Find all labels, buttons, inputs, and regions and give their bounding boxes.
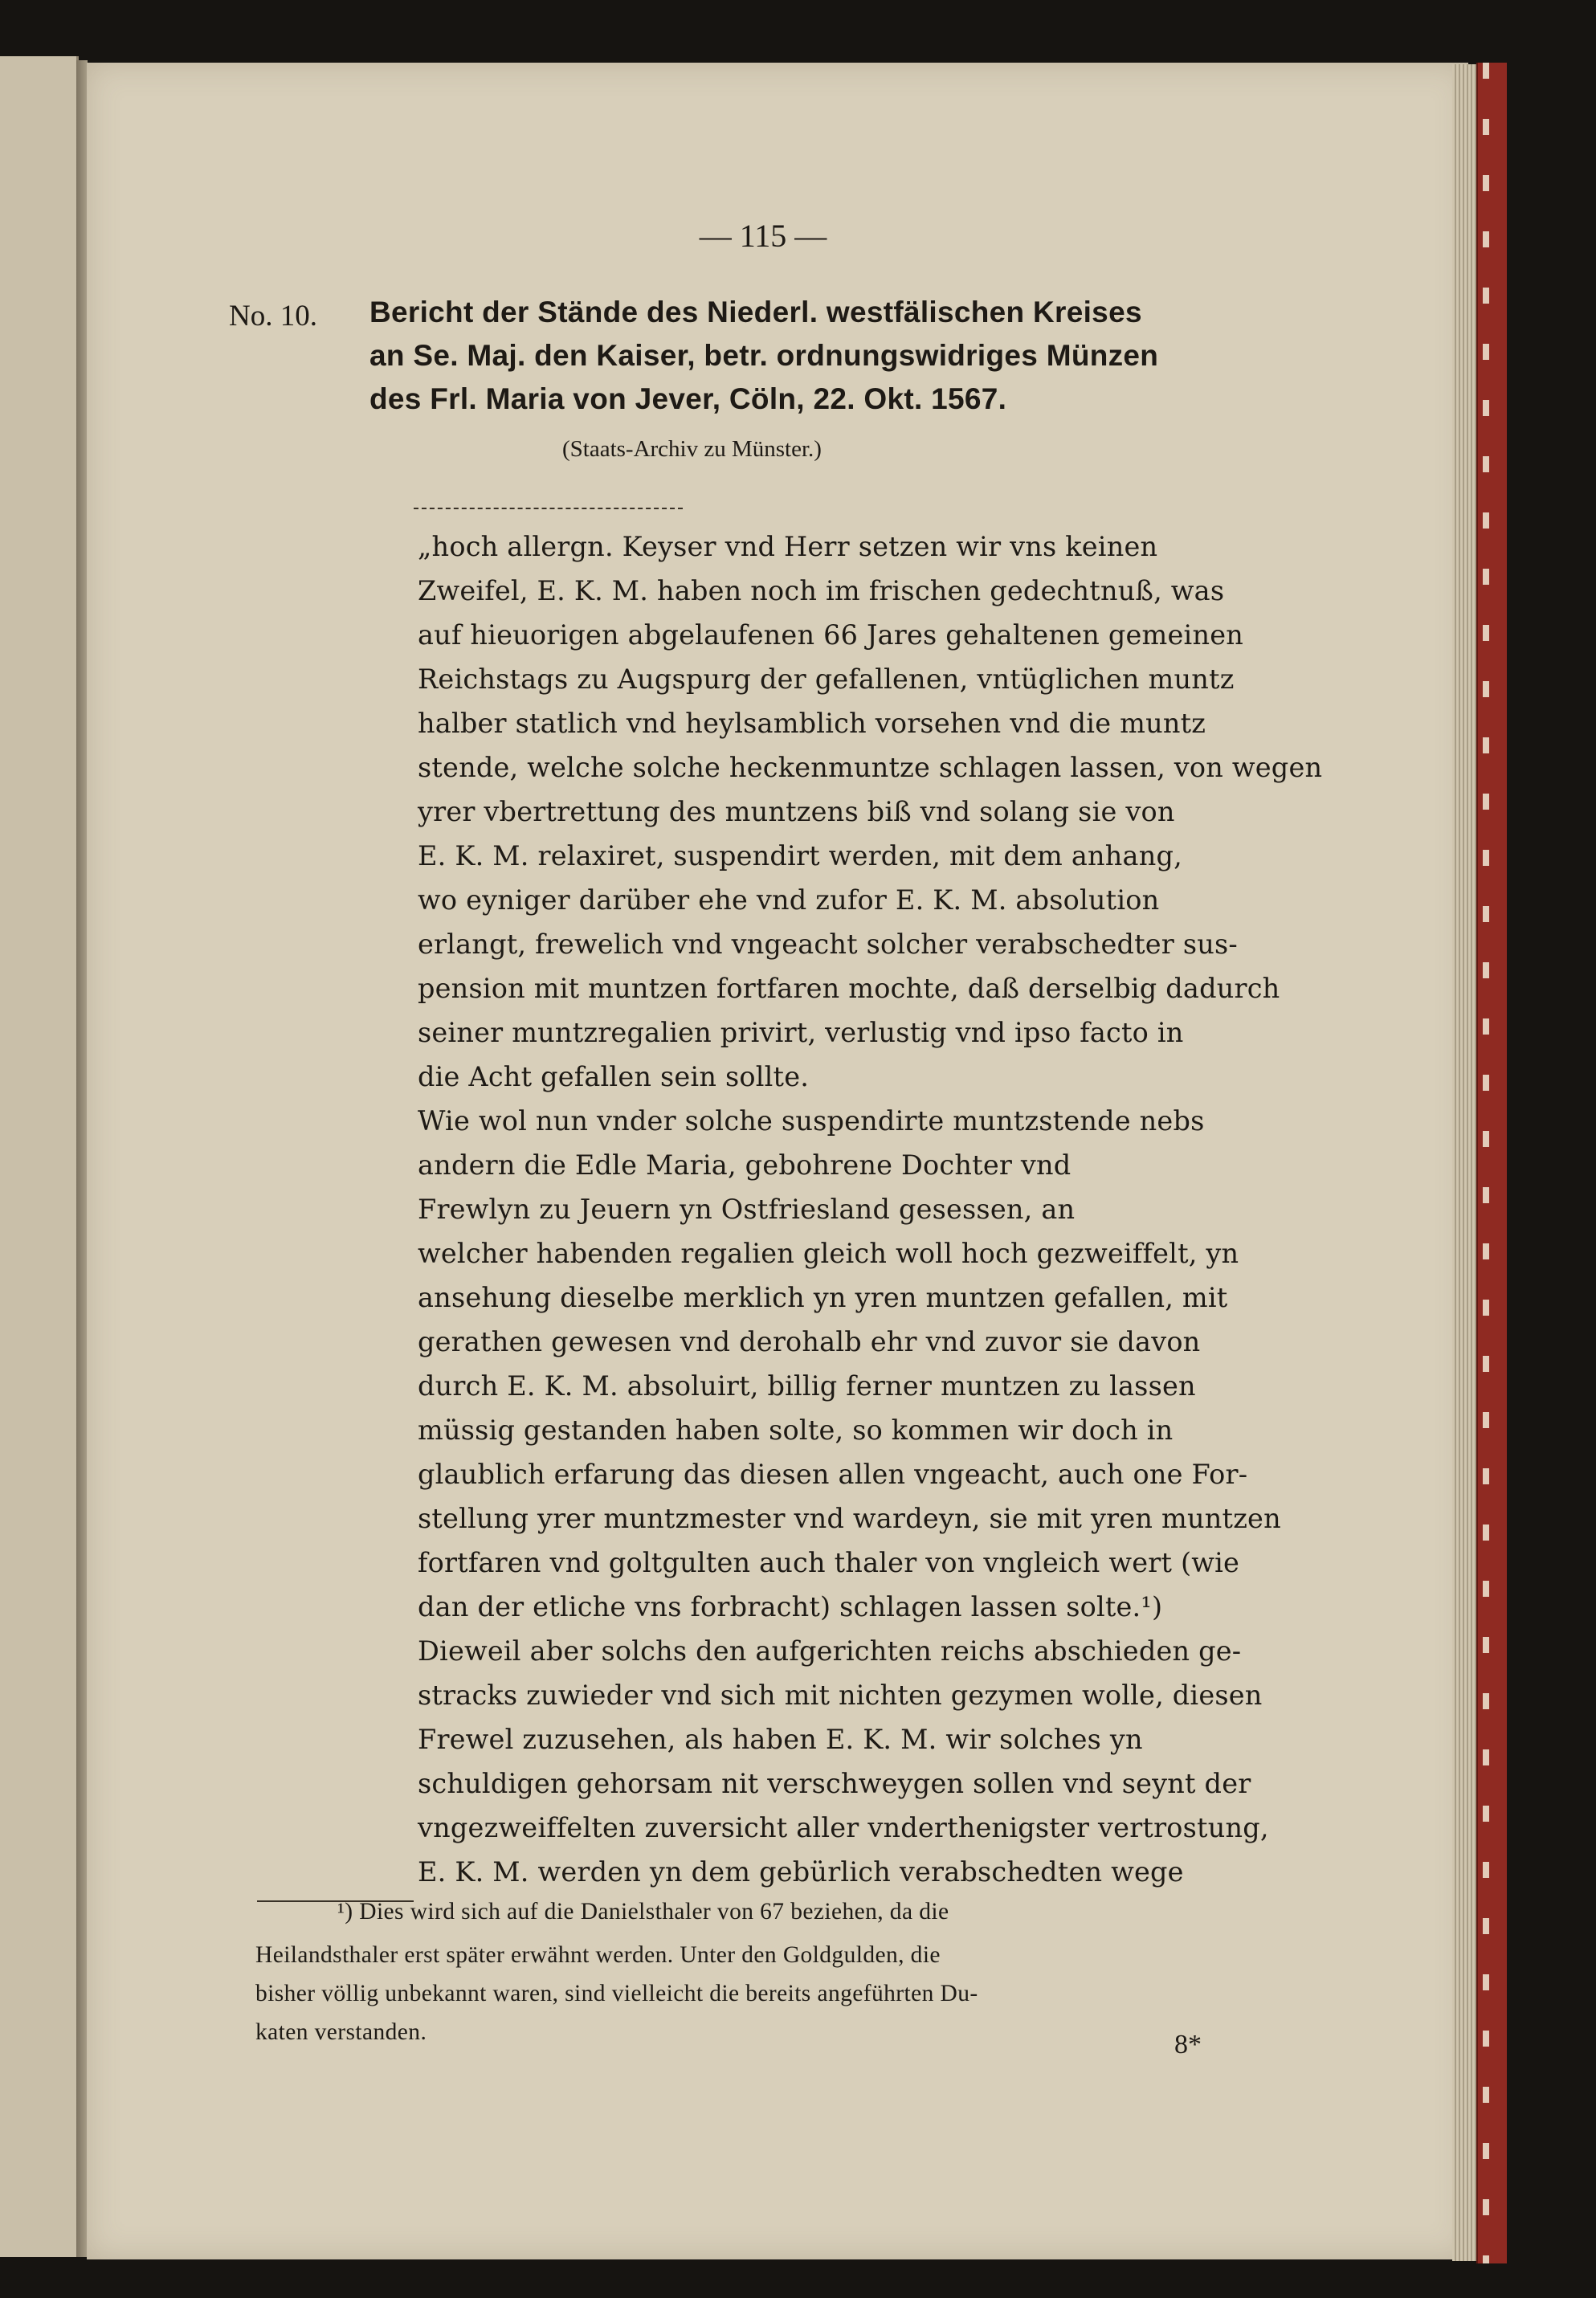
book-gutter (76, 60, 88, 2257)
body-line: dan der etliche vns forbracht) schlagen lassen solte.¹) (418, 1591, 1163, 1622)
body-line: Dieweil aber solchs den aufgerichten reichs abschieden ge- (418, 1635, 1242, 1667)
body-line: wo eyniger darüber ehe vnd zufor E. K. M. absolution (418, 884, 1160, 916)
body-line: Zweifel, E. K. M. haben noch im frischen gedechtnuß, was (418, 575, 1225, 606)
document-title-line: an Se. Maj. den Kaiser, betr. ordnungswidriges Münzen (369, 339, 1159, 372)
body-line: Wie wol nun vnder solche suspendirte muntzstende nebs (418, 1105, 1205, 1137)
body-line: stellung yrer muntzmester vnd wardeyn, sie mit yren muntzen (418, 1503, 1281, 1534)
body-line: ansehung dieselbe merklich yn yren muntzen gefallen, mit (418, 1282, 1228, 1313)
body-line: Reichstags zu Augspurg der gefallenen, vntüglichen muntz (418, 663, 1235, 695)
body-line: müssig gestanden haben solte, so kommen wir doch in (418, 1414, 1174, 1446)
body-line: Frewlyn zu Jeuern yn Ostfriesland gesessen, an (418, 1194, 1076, 1225)
section-divider (414, 508, 683, 509)
body-line: durch E. K. M. absoluirt, billig ferner muntzen zu lassen (418, 1370, 1196, 1402)
body-line: stracks zuwieder vnd sich mit nichten gezymen wolle, diesen (418, 1680, 1263, 1711)
page-edges (1452, 64, 1476, 2261)
body-line: erlangt, frewelich vnd vngeacht solcher verabschedter sus- (418, 929, 1238, 960)
printer-signature: 8* (1174, 2030, 1202, 2059)
body-line: Frewel zuzusehen, als haben E. K. M. wir solches yn (418, 1724, 1143, 1755)
page-number: — 115 — (699, 218, 827, 254)
body-line: andern die Edle Maria, gebohrene Dochter vnd (418, 1149, 1071, 1181)
body-line: E. K. M. werden yn dem gebürlich verabschedten wege (418, 1856, 1184, 1888)
body-line: schuldigen gehorsam nit verschweygen sollen vnd seynt der (418, 1768, 1251, 1799)
footnote-line: Heilandsthaler erst später erwähnt werden. Unter den Goldgulden, die (255, 1942, 941, 1968)
body-line: „hoch allergn. Keyser vnd Herr setzen wir vns keinen (418, 531, 1158, 562)
body-line: stende, welche solche heckenmuntze schlagen lassen, von wegen (418, 752, 1323, 783)
body-line: fortfaren vnd goltgulten auch thaler von vngleich wert (wie (418, 1547, 1240, 1578)
archive-source: (Staats-Archiv zu Münster.) (562, 436, 822, 462)
binding-pattern (1483, 63, 1489, 2263)
document-title-line: des Frl. Maria von Jever, Cöln, 22. Okt. 1567. (369, 382, 1007, 415)
body-line: halber statlich vnd heylsamblich vorsehen vnd die muntz (418, 708, 1206, 739)
body-line: yrer vbertrettung des muntzens biß vnd solang sie von (418, 796, 1175, 827)
facing-page-edge (0, 56, 79, 2257)
body-line: seiner muntzregalien privirt, verlustig vnd ipso facto in (418, 1017, 1184, 1048)
body-line: glaublich erfarung das diesen allen vngeacht, auch one For- (418, 1459, 1248, 1490)
document-number: No. 10. (229, 300, 317, 333)
footnote-line: ¹) Dies wird sich auf die Danielsthaler von 67 beziehen, da die (337, 1899, 949, 1925)
body-line: pension mit muntzen fortfaren mochte, daß derselbig dadurch (418, 973, 1280, 1004)
body-line: welcher habenden regalien gleich woll hoch gezweiffelt, yn (418, 1238, 1239, 1269)
red-binding (1476, 63, 1507, 2263)
body-line: die Acht gefallen sein sollte. (418, 1061, 810, 1092)
document-title-line: Bericht der Stände des Niederl. westfälischen Kreises (369, 296, 1142, 329)
body-line: gerathen gewesen vnd derohalb ehr vnd zuvor sie davon (418, 1326, 1201, 1357)
body-line: vngezweiffelten zuversicht aller vnderthenigster vertrostung, (418, 1812, 1269, 1843)
body-line: auf hieuorigen abgelaufenen 66 Jares gehaltenen gemeinen (418, 619, 1244, 651)
footnote-line: katen verstanden. (255, 2019, 427, 2045)
body-line: E. K. M. relaxiret, suspendirt werden, mit dem anhang, (418, 840, 1182, 871)
footnote-line: bisher völlig unbekannt waren, sind vielleicht die bereits angeführten Du- (255, 1981, 978, 2006)
